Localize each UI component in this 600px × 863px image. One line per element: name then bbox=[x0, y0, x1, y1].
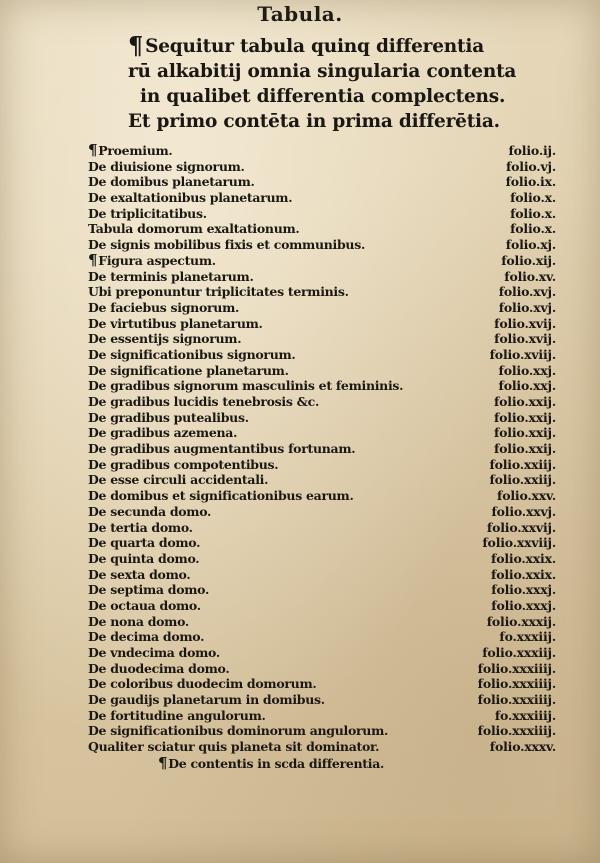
toc-folio: folio.xxxj. bbox=[491, 597, 556, 613]
toc-entry bbox=[88, 708, 566, 724]
toc-entry-title bbox=[88, 284, 349, 300]
toc-folio: folio.xxij. bbox=[493, 425, 556, 441]
toc-entry-title bbox=[88, 551, 199, 567]
toc-entry-text: De gradibus lucidis tenebrosis &c. bbox=[88, 394, 320, 409]
toc-folio: folio.xvj. bbox=[498, 299, 556, 315]
toc-entry bbox=[88, 394, 566, 410]
toc-entry-text: De gradibus putealibus. bbox=[88, 409, 249, 425]
toc-folio: folio.xxvj. bbox=[491, 503, 556, 519]
toc-folio: folio.x. bbox=[510, 190, 556, 206]
toc-entry-title bbox=[88, 504, 211, 520]
toc-entry bbox=[88, 410, 566, 426]
toc-folio: folio.xxj. bbox=[498, 378, 556, 394]
toc-entry-text: De quinta domo. bbox=[88, 550, 200, 566]
toc-entry-title bbox=[88, 316, 263, 332]
toc-entry-title bbox=[88, 676, 316, 692]
toc-entry-text: De coloribus duodecim domorum. bbox=[88, 676, 317, 692]
toc-folio: folio.xviij. bbox=[489, 346, 556, 362]
toc-entry-text: De terminis planetarum. bbox=[88, 268, 254, 284]
toc-entry bbox=[88, 504, 566, 520]
toc-folio: folio.xxvij. bbox=[486, 519, 556, 535]
toc-entry bbox=[88, 567, 566, 583]
toc-folio: folio.xxxiiij. bbox=[477, 660, 556, 676]
toc-entry-text: De nona domo. bbox=[88, 613, 189, 629]
toc-entry-title bbox=[88, 488, 354, 504]
toc-entry bbox=[88, 425, 566, 441]
toc-folio: folio.xxxiij. bbox=[482, 645, 556, 660]
toc-entry bbox=[88, 206, 566, 222]
toc-folio: folio.xvij. bbox=[494, 331, 556, 347]
toc-entry-text: Ubi preponuntur triplicitates terminis. bbox=[88, 284, 349, 300]
pilcrow-icon: ¶ bbox=[88, 250, 98, 269]
toc-entry-text: De significationibus dominorum angulorum. bbox=[88, 723, 389, 739]
toc-entry-text: De domibus et significationibus earum. bbox=[88, 488, 354, 504]
toc-entry-text: Figura aspectum. bbox=[98, 252, 216, 268]
toc-entry-title bbox=[88, 614, 189, 630]
toc-folio: folio.xvj. bbox=[498, 284, 556, 300]
toc-folio: folio.xxv. bbox=[497, 488, 556, 504]
toc-entry-text: De triplicitatibus. bbox=[88, 205, 207, 221]
toc-entry-text: De duodecima domo. bbox=[88, 660, 230, 676]
toc-entry bbox=[88, 378, 566, 394]
toc-folio: folio.xxxj. bbox=[491, 582, 556, 598]
toc-entry-text: De quarta domo. bbox=[88, 535, 201, 551]
toc-folio: folio.xxxiiij. bbox=[477, 676, 556, 692]
heading-line-2: rū alkabitij omnia singularia contenta bbox=[128, 61, 517, 82]
toc-entry-title bbox=[88, 692, 325, 708]
toc-folio: folio.xxix. bbox=[491, 566, 556, 582]
toc-entry-title bbox=[88, 723, 388, 739]
toc-folio: folio.xxviij. bbox=[482, 535, 556, 551]
pilcrow-icon: ¶ bbox=[128, 31, 144, 60]
toc-folio: folio.vj. bbox=[505, 158, 556, 174]
toc-folio: folio.xxxiiij. bbox=[477, 692, 556, 708]
toc-entry bbox=[88, 739, 566, 755]
toc-entry-title bbox=[88, 425, 237, 441]
toc-folio: folio.xvij. bbox=[494, 315, 556, 331]
toc-entry-text: De faciebus signorum. bbox=[88, 299, 240, 315]
toc-entry-text: De virtutibus planetarum. bbox=[88, 315, 263, 331]
toc-folio: folio.xxxiiij. bbox=[477, 723, 556, 739]
toc-folio: folio.xxiij. bbox=[489, 472, 556, 488]
toc-entry-title bbox=[88, 472, 268, 488]
toc-entry-title bbox=[88, 598, 201, 614]
toc-folio: folio.xxij. bbox=[493, 409, 556, 425]
toc-folio: folio.xxxv. bbox=[489, 739, 556, 755]
toc-entry-title bbox=[88, 250, 216, 269]
toc-entry bbox=[88, 269, 566, 285]
toc-entry-text: De exaltationibus planetarum. bbox=[88, 190, 293, 206]
toc-entry-title bbox=[88, 457, 278, 473]
toc-entry-title bbox=[88, 300, 239, 316]
heading-line-1: ¶ Sequitur tabula quinq differentia bbox=[128, 31, 484, 60]
toc-folio: folio.xxij. bbox=[493, 394, 556, 409]
toc-folio: folio.xv. bbox=[504, 268, 556, 284]
toc-entry-title bbox=[88, 394, 319, 410]
toc-entry bbox=[88, 645, 566, 661]
toc-folio: fo.xxxiij. bbox=[499, 629, 556, 645]
toc-entry-title bbox=[88, 441, 355, 457]
toc-entry bbox=[88, 331, 566, 347]
table-of-contents bbox=[88, 143, 566, 755]
toc-folio: folio.xij. bbox=[501, 252, 556, 268]
toc-entry-text: Qualiter sciatur quis planeta sit dominator. bbox=[88, 739, 380, 755]
toc-entry bbox=[88, 676, 566, 692]
toc-entry-text: De essentijs signorum. bbox=[88, 331, 242, 347]
toc-entry-title bbox=[88, 708, 266, 724]
closing-line bbox=[158, 754, 384, 772]
toc-entry bbox=[88, 582, 566, 598]
toc-entry-text: De signis mobilibus fixis et communibus. bbox=[88, 237, 366, 253]
toc-entry-text: De vndecima domo. bbox=[88, 645, 220, 660]
toc-entry-title bbox=[88, 174, 255, 190]
toc-entry bbox=[88, 472, 566, 488]
toc-entry-text: De gradibus signorum masculinis et femininis. bbox=[88, 378, 404, 394]
toc-entry-title bbox=[88, 582, 209, 598]
toc-folio: folio.xj. bbox=[505, 237, 556, 253]
toc-folio: folio.xxj. bbox=[498, 362, 556, 378]
toc-folio: fo.xxxiiij. bbox=[494, 707, 556, 723]
toc-entry-text: De fortitudine angulorum. bbox=[88, 707, 266, 723]
toc-entry-title bbox=[88, 331, 241, 347]
toc-entry-title bbox=[88, 739, 379, 755]
toc-entry bbox=[88, 520, 566, 536]
heading-line-4: Et primo contēta in prima differētia. bbox=[128, 111, 500, 132]
toc-entry-title bbox=[88, 645, 220, 661]
toc-entry-title bbox=[88, 269, 254, 285]
toc-folio: folio.x. bbox=[510, 221, 556, 237]
toc-entry bbox=[88, 457, 566, 473]
toc-entry bbox=[88, 614, 566, 630]
toc-entry bbox=[88, 284, 566, 300]
toc-entry-title bbox=[88, 237, 365, 253]
toc-entry-title bbox=[88, 410, 249, 426]
toc-entry-title bbox=[88, 159, 245, 175]
toc-entry bbox=[88, 250, 566, 269]
toc-entry-text: De secunda domo. bbox=[88, 503, 212, 519]
toc-folio: folio.xxiij. bbox=[489, 456, 556, 472]
toc-entry-title bbox=[88, 190, 292, 206]
toc-entry bbox=[88, 723, 566, 739]
running-head: Tabula. bbox=[257, 2, 343, 26]
toc-entry-text: De esse circuli accidentali. bbox=[88, 472, 269, 488]
toc-entry-text: De significatione planetarum. bbox=[88, 362, 289, 378]
toc-entry bbox=[88, 143, 566, 159]
toc-entry bbox=[88, 237, 566, 253]
table-heading bbox=[128, 31, 548, 134]
toc-entry-text: De domibus planetarum. bbox=[88, 174, 255, 190]
toc-entry bbox=[88, 347, 566, 363]
toc-entry-title bbox=[88, 378, 403, 394]
toc-entry-title bbox=[88, 347, 295, 363]
toc-entry-text: Tabula domorum exaltationum. bbox=[88, 221, 300, 237]
toc-entry-text: De gradibus compotentibus. bbox=[88, 456, 279, 472]
toc-entry bbox=[88, 692, 566, 708]
toc-entry-text: De decima domo. bbox=[88, 629, 205, 645]
toc-entry bbox=[88, 535, 566, 551]
toc-entry bbox=[88, 221, 566, 237]
toc-entry bbox=[88, 174, 566, 190]
toc-entry-title bbox=[88, 206, 207, 222]
toc-entry bbox=[88, 363, 566, 379]
toc-entry-text: De gradibus azemena. bbox=[88, 425, 238, 441]
pilcrow-icon: ¶ bbox=[158, 754, 168, 772]
pilcrow-icon: ¶ bbox=[88, 141, 98, 159]
toc-entry-text: De diuisione signorum. bbox=[88, 158, 245, 174]
toc-entry-text: De gaudijs planetarum in domibus. bbox=[88, 692, 325, 708]
toc-folio: folio.xxix. bbox=[491, 550, 556, 566]
toc-entry bbox=[88, 316, 566, 332]
toc-entry bbox=[88, 300, 566, 316]
toc-entry-title bbox=[88, 567, 190, 583]
toc-folio: folio.ix. bbox=[505, 174, 556, 190]
toc-folio: folio.x. bbox=[510, 205, 556, 221]
toc-folio: folio.ij. bbox=[508, 143, 556, 158]
toc-entry bbox=[88, 441, 566, 457]
toc-entry-text: De significationibus signorum. bbox=[88, 346, 296, 362]
toc-entry-text: De octaua domo. bbox=[88, 597, 201, 613]
toc-entry-title bbox=[88, 363, 289, 379]
heading-line-3: in qualibet differentia complectens. bbox=[140, 86, 506, 107]
toc-entry-text: De tertia domo. bbox=[88, 519, 193, 535]
toc-entry bbox=[88, 159, 566, 175]
closing-text: De contentis in scda differentia. bbox=[168, 756, 385, 771]
toc-entry bbox=[88, 598, 566, 614]
toc-entry-title bbox=[88, 520, 193, 536]
toc-entry bbox=[88, 190, 566, 206]
toc-entry bbox=[88, 629, 566, 645]
toc-entry-title bbox=[88, 629, 204, 645]
toc-entry-text: De gradibus augmentantibus fortunam. bbox=[88, 441, 356, 457]
toc-entry-text: Proemium. bbox=[98, 143, 173, 158]
toc-entry-text: De sexta domo. bbox=[88, 566, 191, 582]
toc-entry bbox=[88, 551, 566, 567]
toc-folio: folio.xxxij. bbox=[486, 613, 556, 629]
toc-entry-title bbox=[88, 661, 229, 677]
toc-entry-title bbox=[88, 221, 299, 237]
toc-entry-text: De septima domo. bbox=[88, 582, 210, 598]
toc-entry-title bbox=[88, 143, 172, 159]
toc-entry bbox=[88, 661, 566, 677]
toc-folio: folio.xxij. bbox=[493, 441, 556, 457]
toc-entry bbox=[88, 488, 566, 504]
toc-entry-title bbox=[88, 535, 200, 551]
